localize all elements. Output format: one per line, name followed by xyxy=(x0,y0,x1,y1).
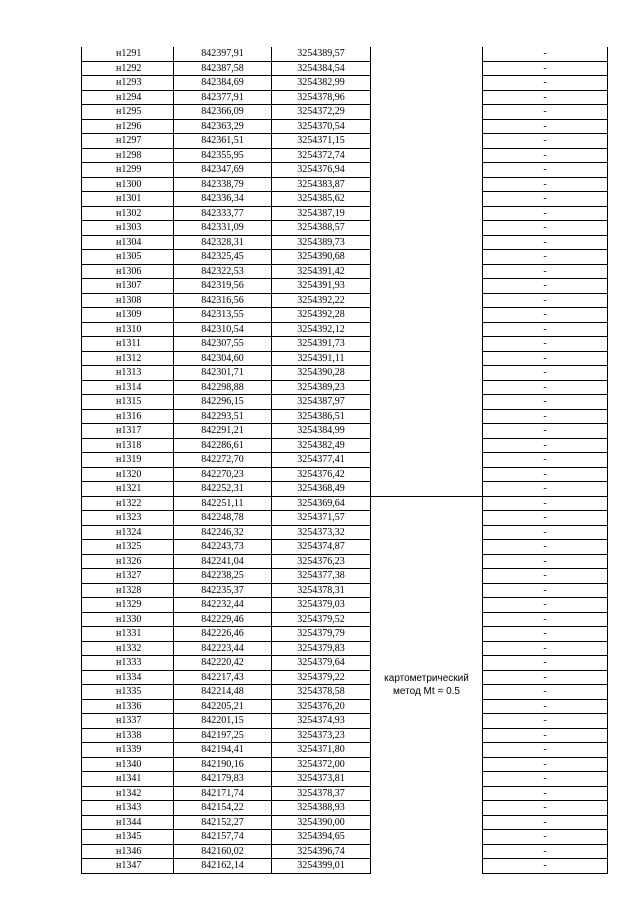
coord-y-cell: 3254371,80 xyxy=(272,743,371,758)
coord-y-cell: 3254394,65 xyxy=(272,830,371,845)
coord-x-cell: 842217,43 xyxy=(174,670,272,685)
coord-y-cell: 3254379,52 xyxy=(272,612,371,627)
table-row xyxy=(82,815,608,830)
method-note-cell xyxy=(371,496,483,873)
table-row xyxy=(82,76,608,91)
table-row xyxy=(82,221,608,236)
point-id-cell: н1311 xyxy=(82,337,174,352)
accuracy-cell: - xyxy=(483,438,608,453)
coord-x-cell: 842190,16 xyxy=(174,757,272,772)
point-id-cell: н1340 xyxy=(82,757,174,772)
coord-x-cell: 842229,46 xyxy=(174,612,272,627)
table-row xyxy=(82,47,608,61)
table-row xyxy=(82,90,608,105)
point-id-cell: н1305 xyxy=(82,250,174,265)
coordinates-table-sheet xyxy=(81,47,604,874)
accuracy-cell: - xyxy=(483,496,608,511)
table-row xyxy=(82,293,608,308)
table-row xyxy=(82,743,608,758)
accuracy-cell: - xyxy=(483,699,608,714)
point-id-cell: н1326 xyxy=(82,554,174,569)
coord-y-cell: 3254372,74 xyxy=(272,148,371,163)
accuracy-cell: - xyxy=(483,76,608,91)
table-row xyxy=(82,105,608,120)
point-id-cell: н1310 xyxy=(82,322,174,337)
accuracy-cell: - xyxy=(483,322,608,337)
coordinates-table-body xyxy=(82,47,608,873)
coord-x-cell: 842152,27 xyxy=(174,815,272,830)
coord-x-cell: 842333,77 xyxy=(174,206,272,221)
accuracy-cell: - xyxy=(483,786,608,801)
coord-x-cell: 842201,15 xyxy=(174,714,272,729)
point-id-cell: н1300 xyxy=(82,177,174,192)
table-row xyxy=(82,511,608,526)
point-id-cell: н1338 xyxy=(82,728,174,743)
table-row xyxy=(82,264,608,279)
coord-x-cell: 842296,15 xyxy=(174,395,272,410)
coord-x-cell: 842205,21 xyxy=(174,699,272,714)
accuracy-cell: - xyxy=(483,47,608,61)
coord-x-cell: 842301,71 xyxy=(174,366,272,381)
coord-x-cell: 842328,31 xyxy=(174,235,272,250)
table-row xyxy=(82,612,608,627)
coord-y-cell: 3254372,29 xyxy=(272,105,371,120)
table-row xyxy=(82,844,608,859)
point-id-cell: н1304 xyxy=(82,235,174,250)
accuracy-cell: - xyxy=(483,308,608,323)
point-id-cell: н1334 xyxy=(82,670,174,685)
table-row xyxy=(82,859,608,874)
accuracy-cell: - xyxy=(483,105,608,120)
table-row xyxy=(82,206,608,221)
coord-x-cell: 842194,41 xyxy=(174,743,272,758)
accuracy-cell: - xyxy=(483,815,608,830)
accuracy-cell: - xyxy=(483,670,608,685)
coord-y-cell: 3254374,93 xyxy=(272,714,371,729)
table-row xyxy=(82,772,608,787)
table-row xyxy=(82,830,608,845)
point-id-cell: н1306 xyxy=(82,264,174,279)
accuracy-cell: - xyxy=(483,569,608,584)
point-id-cell: н1328 xyxy=(82,583,174,598)
accuracy-cell: - xyxy=(483,235,608,250)
coord-y-cell: 3254391,11 xyxy=(272,351,371,366)
table-row xyxy=(82,163,608,178)
accuracy-cell: - xyxy=(483,511,608,526)
point-id-cell: н1321 xyxy=(82,482,174,497)
coord-y-cell: 3254390,28 xyxy=(272,366,371,381)
point-id-cell: н1313 xyxy=(82,366,174,381)
table-row xyxy=(82,656,608,671)
coord-x-cell: 842251,11 xyxy=(174,496,272,511)
coord-y-cell: 3254384,99 xyxy=(272,424,371,439)
coord-x-cell: 842316,56 xyxy=(174,293,272,308)
table-row xyxy=(82,235,608,250)
accuracy-cell: - xyxy=(483,134,608,149)
coord-x-cell: 842336,34 xyxy=(174,192,272,207)
method-note: картометрический метод Mt = 0.5 xyxy=(384,672,469,697)
coord-x-cell: 842286,61 xyxy=(174,438,272,453)
accuracy-cell: - xyxy=(483,264,608,279)
coord-y-cell: 3254373,32 xyxy=(272,525,371,540)
accuracy-cell: - xyxy=(483,409,608,424)
coord-y-cell: 3254378,58 xyxy=(272,685,371,700)
coord-y-cell: 3254385,62 xyxy=(272,192,371,207)
table-row xyxy=(82,395,608,410)
accuracy-cell: - xyxy=(483,467,608,482)
point-id-cell: н1319 xyxy=(82,453,174,468)
coord-y-cell: 3254388,93 xyxy=(272,801,371,816)
table-row xyxy=(82,525,608,540)
coord-y-cell: 3254382,99 xyxy=(272,76,371,91)
accuracy-cell: - xyxy=(483,801,608,816)
coord-y-cell: 3254378,37 xyxy=(272,786,371,801)
table-row xyxy=(82,728,608,743)
coord-y-cell: 3254389,73 xyxy=(272,235,371,250)
coord-x-cell: 842243,73 xyxy=(174,540,272,555)
accuracy-cell: - xyxy=(483,250,608,265)
coord-y-cell: 3254386,51 xyxy=(272,409,371,424)
accuracy-cell: - xyxy=(483,743,608,758)
coord-y-cell: 3254388,57 xyxy=(272,221,371,236)
point-id-cell: н1347 xyxy=(82,859,174,874)
table-row xyxy=(82,337,608,352)
point-id-cell: н1322 xyxy=(82,496,174,511)
accuracy-cell: - xyxy=(483,119,608,134)
coord-x-cell: 842160,02 xyxy=(174,844,272,859)
coord-y-cell: 3254377,38 xyxy=(272,569,371,584)
point-id-cell: н1342 xyxy=(82,786,174,801)
coord-y-cell: 3254379,79 xyxy=(272,627,371,642)
point-id-cell: н1316 xyxy=(82,409,174,424)
point-id-cell: н1327 xyxy=(82,569,174,584)
coordinates-table xyxy=(81,47,608,874)
table-row xyxy=(82,482,608,497)
coord-x-cell: 842363,29 xyxy=(174,119,272,134)
point-id-cell: н1333 xyxy=(82,656,174,671)
point-id-cell: н1336 xyxy=(82,699,174,714)
coord-y-cell: 3254373,23 xyxy=(272,728,371,743)
coord-x-cell: 842232,44 xyxy=(174,598,272,613)
coord-x-cell: 842220,42 xyxy=(174,656,272,671)
accuracy-cell: - xyxy=(483,453,608,468)
accuracy-cell: - xyxy=(483,293,608,308)
point-id-cell: н1297 xyxy=(82,134,174,149)
accuracy-cell: - xyxy=(483,757,608,772)
table-row xyxy=(82,148,608,163)
point-id-cell: н1339 xyxy=(82,743,174,758)
point-id-cell: н1320 xyxy=(82,467,174,482)
table-row xyxy=(82,250,608,265)
coord-x-cell: 842214,48 xyxy=(174,685,272,700)
table-row xyxy=(82,786,608,801)
coord-y-cell: 3254377,41 xyxy=(272,453,371,468)
table-row xyxy=(82,453,608,468)
table-row xyxy=(82,801,608,816)
coord-x-cell: 842291,21 xyxy=(174,424,272,439)
point-id-cell: н1343 xyxy=(82,801,174,816)
point-id-cell: н1323 xyxy=(82,511,174,526)
coord-x-cell: 842361,51 xyxy=(174,134,272,149)
coord-x-cell: 842293,51 xyxy=(174,409,272,424)
coord-y-cell: 3254376,94 xyxy=(272,163,371,178)
coord-x-cell: 842325,45 xyxy=(174,250,272,265)
point-id-cell: н1315 xyxy=(82,395,174,410)
coord-y-cell: 3254370,54 xyxy=(272,119,371,134)
coord-x-cell: 842223,44 xyxy=(174,641,272,656)
table-row xyxy=(82,670,608,685)
accuracy-cell: - xyxy=(483,424,608,439)
table-row xyxy=(82,409,608,424)
coord-y-cell: 3254396,74 xyxy=(272,844,371,859)
coord-x-cell: 842162,14 xyxy=(174,859,272,874)
table-row xyxy=(82,569,608,584)
coord-y-cell: 3254384,54 xyxy=(272,61,371,76)
table-row xyxy=(82,279,608,294)
table-row xyxy=(82,496,608,511)
point-id-cell: н1308 xyxy=(82,293,174,308)
table-row xyxy=(82,757,608,772)
coord-x-cell: 842338,79 xyxy=(174,177,272,192)
table-row xyxy=(82,699,608,714)
coord-y-cell: 3254372,00 xyxy=(272,757,371,772)
table-row xyxy=(82,134,608,149)
table-row xyxy=(82,351,608,366)
accuracy-cell: - xyxy=(483,525,608,540)
coord-x-cell: 842179,83 xyxy=(174,772,272,787)
table-row xyxy=(82,192,608,207)
accuracy-cell: - xyxy=(483,148,608,163)
accuracy-cell: - xyxy=(483,351,608,366)
table-row xyxy=(82,627,608,642)
coord-x-cell: 842235,37 xyxy=(174,583,272,598)
point-id-cell: н1299 xyxy=(82,163,174,178)
accuracy-cell: - xyxy=(483,627,608,642)
table-row xyxy=(82,380,608,395)
coord-x-cell: 842157,74 xyxy=(174,830,272,845)
coord-y-cell: 3254374,87 xyxy=(272,540,371,555)
accuracy-cell: - xyxy=(483,830,608,845)
coord-x-cell: 842384,69 xyxy=(174,76,272,91)
coord-y-cell: 3254379,64 xyxy=(272,656,371,671)
coord-x-cell: 842355,95 xyxy=(174,148,272,163)
coord-y-cell: 3254378,96 xyxy=(272,90,371,105)
point-id-cell: н1296 xyxy=(82,119,174,134)
coord-x-cell: 842322,53 xyxy=(174,264,272,279)
coord-x-cell: 842154,22 xyxy=(174,801,272,816)
table-row xyxy=(82,540,608,555)
accuracy-cell: - xyxy=(483,206,608,221)
coord-y-cell: 3254376,42 xyxy=(272,467,371,482)
coord-x-cell: 842226,46 xyxy=(174,627,272,642)
point-id-cell: н1325 xyxy=(82,540,174,555)
point-id-cell: н1312 xyxy=(82,351,174,366)
coord-y-cell: 3254376,23 xyxy=(272,554,371,569)
coord-x-cell: 842313,55 xyxy=(174,308,272,323)
table-row xyxy=(82,685,608,700)
point-id-cell: н1324 xyxy=(82,525,174,540)
table-row xyxy=(82,583,608,598)
table-row xyxy=(82,322,608,337)
accuracy-cell: - xyxy=(483,163,608,178)
coord-y-cell: 3254373,81 xyxy=(272,772,371,787)
point-id-cell: н1303 xyxy=(82,221,174,236)
point-id-cell: н1291 xyxy=(82,47,174,61)
coord-x-cell: 842171,74 xyxy=(174,786,272,801)
coord-x-cell: 842238,25 xyxy=(174,569,272,584)
coord-y-cell: 3254391,73 xyxy=(272,337,371,352)
accuracy-cell: - xyxy=(483,859,608,874)
table-row xyxy=(82,177,608,192)
point-id-cell: н1293 xyxy=(82,76,174,91)
coord-y-cell: 3254391,93 xyxy=(272,279,371,294)
accuracy-cell: - xyxy=(483,583,608,598)
coord-x-cell: 842331,09 xyxy=(174,221,272,236)
accuracy-cell: - xyxy=(483,395,608,410)
coord-y-cell: 3254389,57 xyxy=(272,47,371,61)
table-row xyxy=(82,438,608,453)
coord-y-cell: 3254383,87 xyxy=(272,177,371,192)
coord-y-cell: 3254371,15 xyxy=(272,134,371,149)
coord-y-cell: 3254376,20 xyxy=(272,699,371,714)
coord-y-cell: 3254390,68 xyxy=(272,250,371,265)
coord-x-cell: 842310,54 xyxy=(174,322,272,337)
coord-x-cell: 842387,58 xyxy=(174,61,272,76)
table-row xyxy=(82,641,608,656)
coord-y-cell: 3254392,22 xyxy=(272,293,371,308)
coord-x-cell: 842197,25 xyxy=(174,728,272,743)
coord-x-cell: 842397,91 xyxy=(174,47,272,61)
accuracy-cell: - xyxy=(483,90,608,105)
accuracy-cell: - xyxy=(483,772,608,787)
coord-x-cell: 842307,55 xyxy=(174,337,272,352)
accuracy-cell: - xyxy=(483,279,608,294)
coord-x-cell: 842248,78 xyxy=(174,511,272,526)
point-id-cell: н1318 xyxy=(82,438,174,453)
coord-y-cell: 3254387,97 xyxy=(272,395,371,410)
table-row xyxy=(82,308,608,323)
coord-y-cell: 3254379,03 xyxy=(272,598,371,613)
point-id-cell: н1298 xyxy=(82,148,174,163)
table-row xyxy=(82,467,608,482)
point-id-cell: н1329 xyxy=(82,598,174,613)
table-row xyxy=(82,714,608,729)
accuracy-cell: - xyxy=(483,554,608,569)
accuracy-cell: - xyxy=(483,192,608,207)
accuracy-cell: - xyxy=(483,656,608,671)
point-id-cell: н1331 xyxy=(82,627,174,642)
point-id-cell: н1295 xyxy=(82,105,174,120)
point-id-cell: н1309 xyxy=(82,308,174,323)
accuracy-cell: - xyxy=(483,728,608,743)
coord-x-cell: 842241,04 xyxy=(174,554,272,569)
point-id-cell: н1345 xyxy=(82,830,174,845)
point-id-cell: н1317 xyxy=(82,424,174,439)
accuracy-cell: - xyxy=(483,482,608,497)
accuracy-cell: - xyxy=(483,61,608,76)
coord-y-cell: 3254371,57 xyxy=(272,511,371,526)
coord-x-cell: 842246,32 xyxy=(174,525,272,540)
accuracy-cell: - xyxy=(483,598,608,613)
coord-y-cell: 3254391,42 xyxy=(272,264,371,279)
coord-y-cell: 3254392,28 xyxy=(272,308,371,323)
accuracy-cell: - xyxy=(483,337,608,352)
accuracy-cell: - xyxy=(483,844,608,859)
coord-x-cell: 842252,31 xyxy=(174,482,272,497)
coord-y-cell: 3254379,22 xyxy=(272,670,371,685)
point-id-cell: н1346 xyxy=(82,844,174,859)
accuracy-cell: - xyxy=(483,221,608,236)
table-row xyxy=(82,119,608,134)
coord-x-cell: 842272,70 xyxy=(174,453,272,468)
accuracy-cell: - xyxy=(483,641,608,656)
accuracy-cell: - xyxy=(483,540,608,555)
coord-y-cell: 3254389,23 xyxy=(272,380,371,395)
coord-y-cell: 3254368,49 xyxy=(272,482,371,497)
accuracy-cell: - xyxy=(483,177,608,192)
point-id-cell: н1337 xyxy=(82,714,174,729)
coord-y-cell: 3254379,83 xyxy=(272,641,371,656)
accuracy-cell: - xyxy=(483,685,608,700)
accuracy-cell: - xyxy=(483,714,608,729)
coord-y-cell: 3254392,12 xyxy=(272,322,371,337)
coord-x-cell: 842347,69 xyxy=(174,163,272,178)
accuracy-cell: - xyxy=(483,612,608,627)
point-id-cell: н1341 xyxy=(82,772,174,787)
coord-y-cell: 3254369,64 xyxy=(272,496,371,511)
coord-y-cell: 3254378,31 xyxy=(272,583,371,598)
coord-x-cell: 842377,91 xyxy=(174,90,272,105)
point-id-cell: н1335 xyxy=(82,685,174,700)
point-id-cell: н1292 xyxy=(82,61,174,76)
table-row xyxy=(82,366,608,381)
coord-x-cell: 842319,56 xyxy=(174,279,272,294)
accuracy-cell: - xyxy=(483,366,608,381)
point-id-cell: н1301 xyxy=(82,192,174,207)
table-row xyxy=(82,554,608,569)
coord-y-cell: 3254390,00 xyxy=(272,815,371,830)
coord-x-cell: 842366,09 xyxy=(174,105,272,120)
table-row xyxy=(82,598,608,613)
point-id-cell: н1344 xyxy=(82,815,174,830)
point-id-cell: н1330 xyxy=(82,612,174,627)
table-row xyxy=(82,61,608,76)
point-id-cell: н1302 xyxy=(82,206,174,221)
point-id-cell: н1294 xyxy=(82,90,174,105)
table-row xyxy=(82,424,608,439)
point-id-cell: н1307 xyxy=(82,279,174,294)
coord-y-cell: 3254387,19 xyxy=(272,206,371,221)
coord-y-cell: 3254382,49 xyxy=(272,438,371,453)
accuracy-cell: - xyxy=(483,380,608,395)
coord-x-cell: 842298,88 xyxy=(174,380,272,395)
point-id-cell: н1314 xyxy=(82,380,174,395)
coord-x-cell: 842304,60 xyxy=(174,351,272,366)
method-cell-empty xyxy=(371,47,483,496)
point-id-cell: н1332 xyxy=(82,641,174,656)
coord-y-cell: 3254399,01 xyxy=(272,859,371,874)
coord-x-cell: 842270,23 xyxy=(174,467,272,482)
